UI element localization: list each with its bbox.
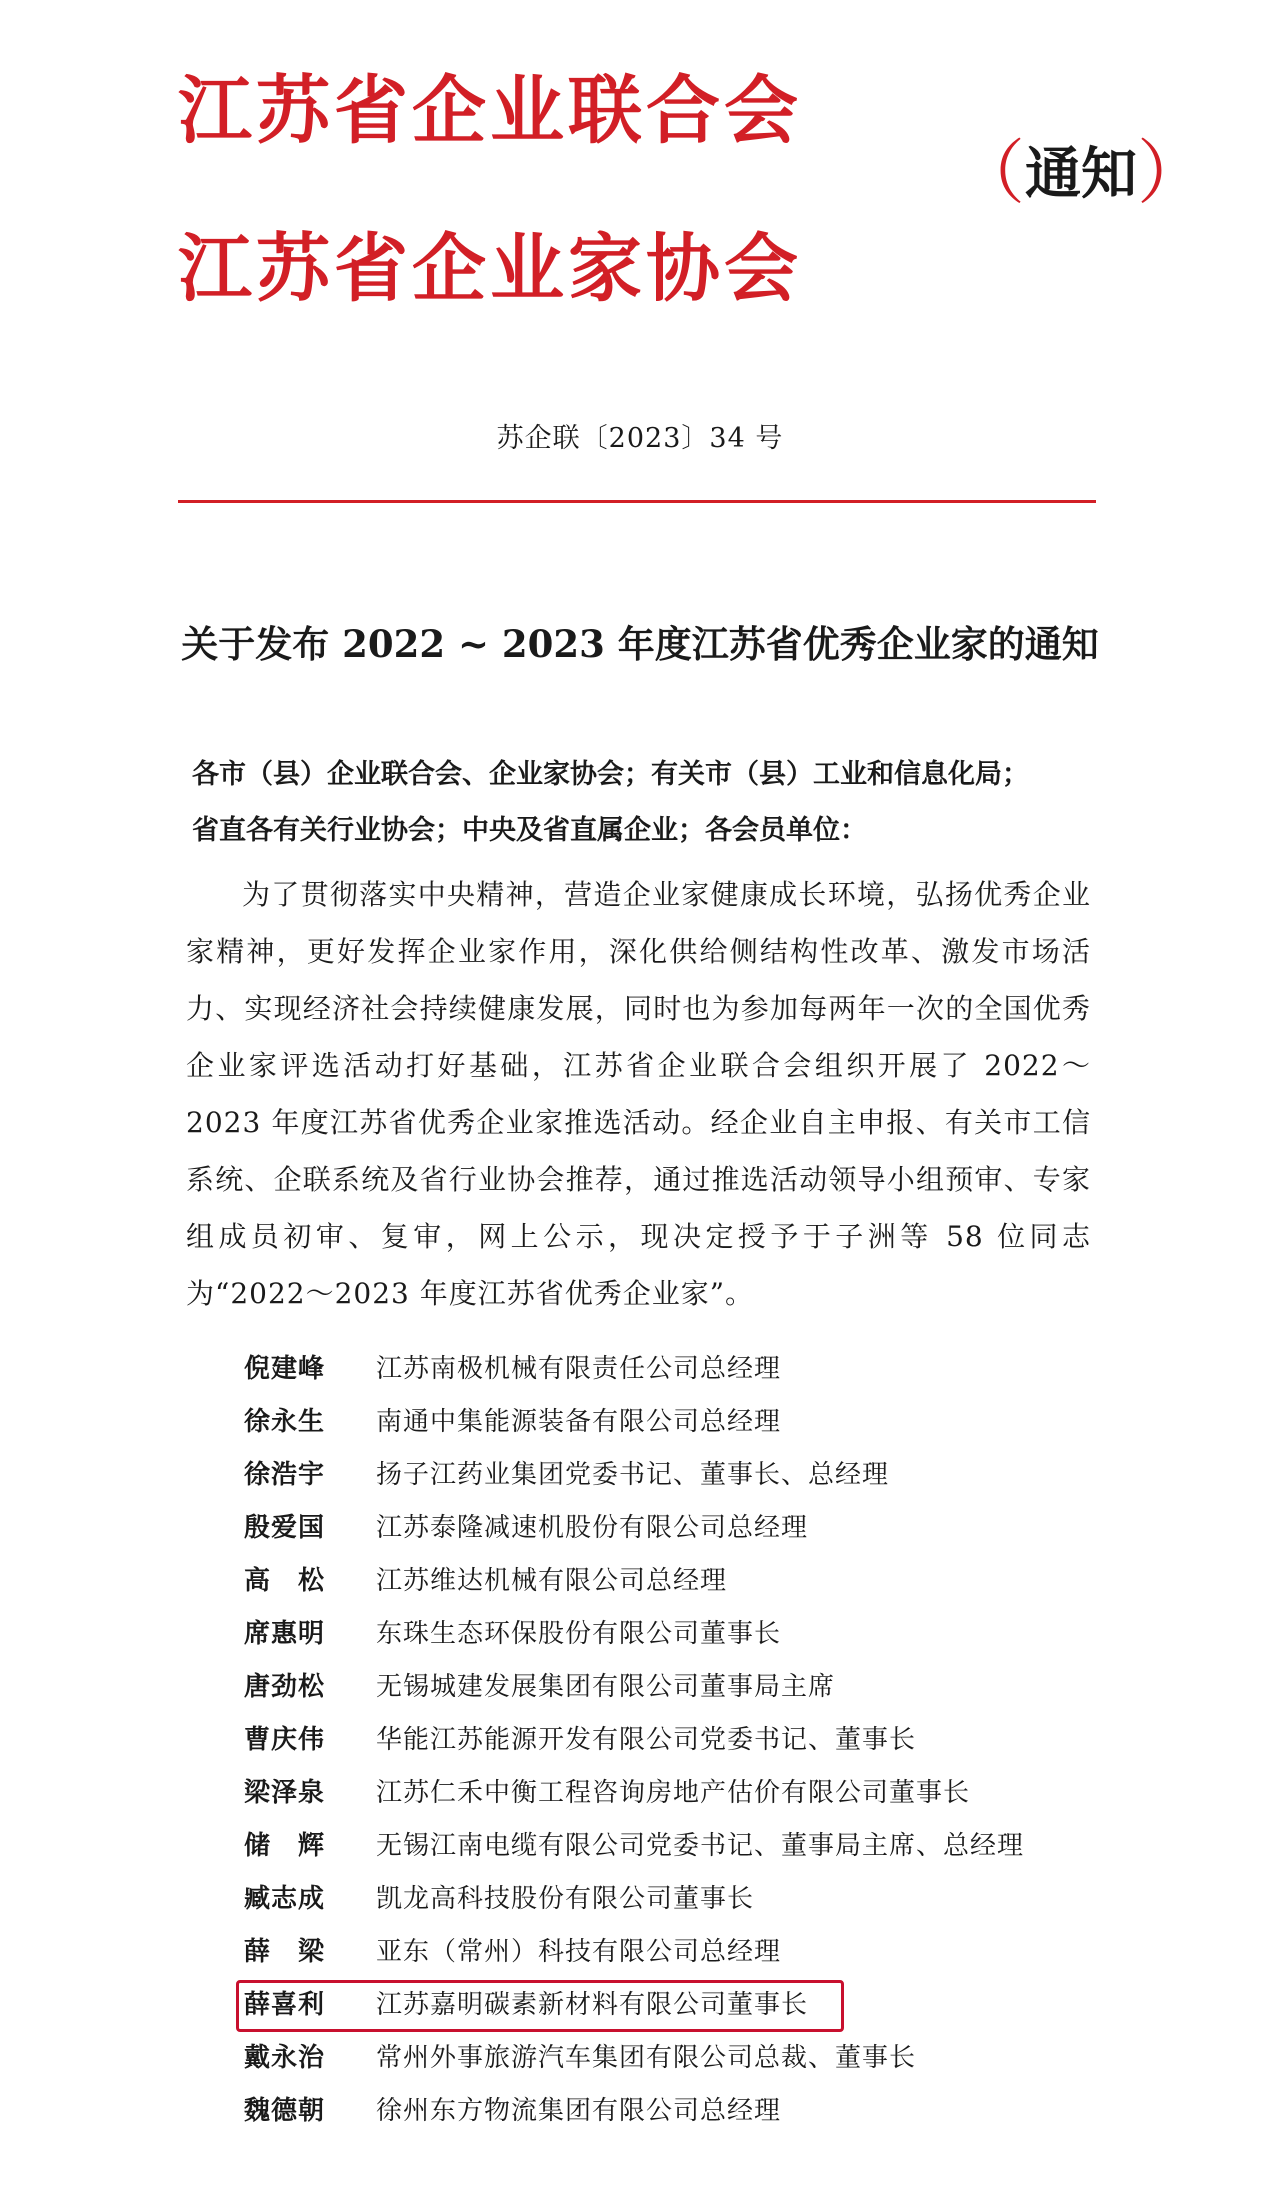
winner-row xyxy=(244,2082,1024,2135)
notice-tag-close-paren: ） xyxy=(1137,132,1207,214)
winner-name: 徐永生 xyxy=(244,1407,326,1437)
winner-row xyxy=(244,1658,1024,1711)
winner-title: 无锡江南电缆有限公司党委书记、董事局主席、总经理 xyxy=(376,1831,1025,1861)
winner-name: 臧志成 xyxy=(244,1884,326,1914)
winner-row xyxy=(244,1552,1024,1605)
winner-title: 江苏维达机械有限公司总经理 xyxy=(376,1566,728,1596)
winner-title: 常州外事旅游汽车集团有限公司总裁、董事长 xyxy=(376,2043,917,2073)
winner-name: 席惠明 xyxy=(244,1619,326,1649)
winner-name: 唐劲松 xyxy=(244,1672,326,1702)
winner-title: 江苏泰隆减速机股份有限公司总经理 xyxy=(376,1513,809,1543)
winner-title: 江苏南极机械有限责任公司总经理 xyxy=(376,1354,782,1384)
winner-title: 无锡城建发展集团有限公司董事局主席 xyxy=(376,1672,836,1702)
winner-title: 徐州东方物流集团有限公司总经理 xyxy=(376,2096,782,2126)
winner-title: 南通中集能源装备有限公司总经理 xyxy=(376,1407,782,1437)
winner-name: 戴永治 xyxy=(244,2043,326,2073)
winner-name: 曹庆伟 xyxy=(244,1725,326,1755)
winner-row xyxy=(244,1340,1024,1393)
winner-row xyxy=(244,1393,1024,1446)
winner-title: 江苏仁禾中衡工程咨询房地产估价有限公司董事长 xyxy=(376,1778,971,1808)
winner-name: 魏德朝 xyxy=(244,2096,326,2126)
notice-tag-open-paren: （ xyxy=(955,132,1025,214)
winner-row xyxy=(244,1605,1024,1658)
winner-name: 高 松 xyxy=(244,1566,326,1596)
body-paragraph: 为了贯彻落实中央精神，营造企业家健康成长环境，弘扬优秀企业家精神，更好发挥企业家作用，深化供给侧结构性改革、激发市场活力、实现经济社会持续健康发展，同时也为参加每两年一次的全国优秀企业家评选活动打好基础，江苏省企业联合会组织开展了 2022～2023 年度江苏省优秀企业家推选活动。经企业自主申报、有关市工信系统、企联系统及省行业协会推荐，通过推选活动领导小组预审、专家组成员初审、复审，网上公示，现决定授予于子洲等 58 位同志为“2022～2023 年度江苏省优秀企业家”。 xyxy=(186,878,1091,1310)
winner-row xyxy=(244,1711,1024,1764)
winner-row xyxy=(244,1446,1024,1499)
winner-name: 梁泽泉 xyxy=(244,1778,326,1808)
winner-title: 凯龙高科技股份有限公司董事长 xyxy=(376,1884,755,1914)
winner-row xyxy=(244,1817,1024,1870)
document-number: 苏企联〔2023〕34 号 xyxy=(496,423,784,454)
winner-name: 薛喜利 xyxy=(244,1990,326,2020)
winner-row xyxy=(244,1499,1024,1552)
winner-title: 华能江苏能源开发有限公司党委书记、董事长 xyxy=(376,1725,917,1755)
winner-title: 东珠生态环保股份有限公司董事长 xyxy=(376,1619,782,1649)
notice-tag xyxy=(955,132,1207,214)
notice-tag-text: 通知 xyxy=(1025,141,1137,207)
winner-title: 亚东（常州）科技有限公司总经理 xyxy=(376,1937,782,1967)
winner-name: 徐浩宇 xyxy=(244,1460,326,1490)
addressee-line: 各市（县）企业联合会、企业家协会；有关市（县）工业和信息化局； xyxy=(192,759,1029,790)
winner-row-highlighted xyxy=(244,1976,1024,2029)
winner-row xyxy=(244,1764,1024,1817)
winner-name: 殷爱国 xyxy=(244,1513,326,1543)
org-name-line2: 江苏省企业家协会 xyxy=(178,226,802,312)
winner-title: 江苏嘉明碳素新材料有限公司董事长 xyxy=(376,1990,809,2020)
winner-row xyxy=(244,2029,1024,2082)
winner-name: 薛 梁 xyxy=(244,1937,326,1967)
winner-row xyxy=(244,1870,1024,1923)
addressee-line: 省直各有关行业协会；中央及省直属企业；各会员单位： xyxy=(192,815,867,846)
winner-title: 扬子江药业集团党委书记、董事长、总经理 xyxy=(376,1460,890,1490)
winner-name: 储 辉 xyxy=(244,1831,326,1861)
winner-list xyxy=(244,1340,1024,2135)
winner-row xyxy=(244,1923,1024,1976)
document-title: 关于发布 2022 ~ 2023 年度江苏省优秀企业家的通知 xyxy=(181,622,1099,666)
winner-name: 倪建峰 xyxy=(244,1354,326,1384)
red-divider xyxy=(178,500,1096,503)
org-name-line1: 江苏省企业联合会 xyxy=(178,68,802,154)
